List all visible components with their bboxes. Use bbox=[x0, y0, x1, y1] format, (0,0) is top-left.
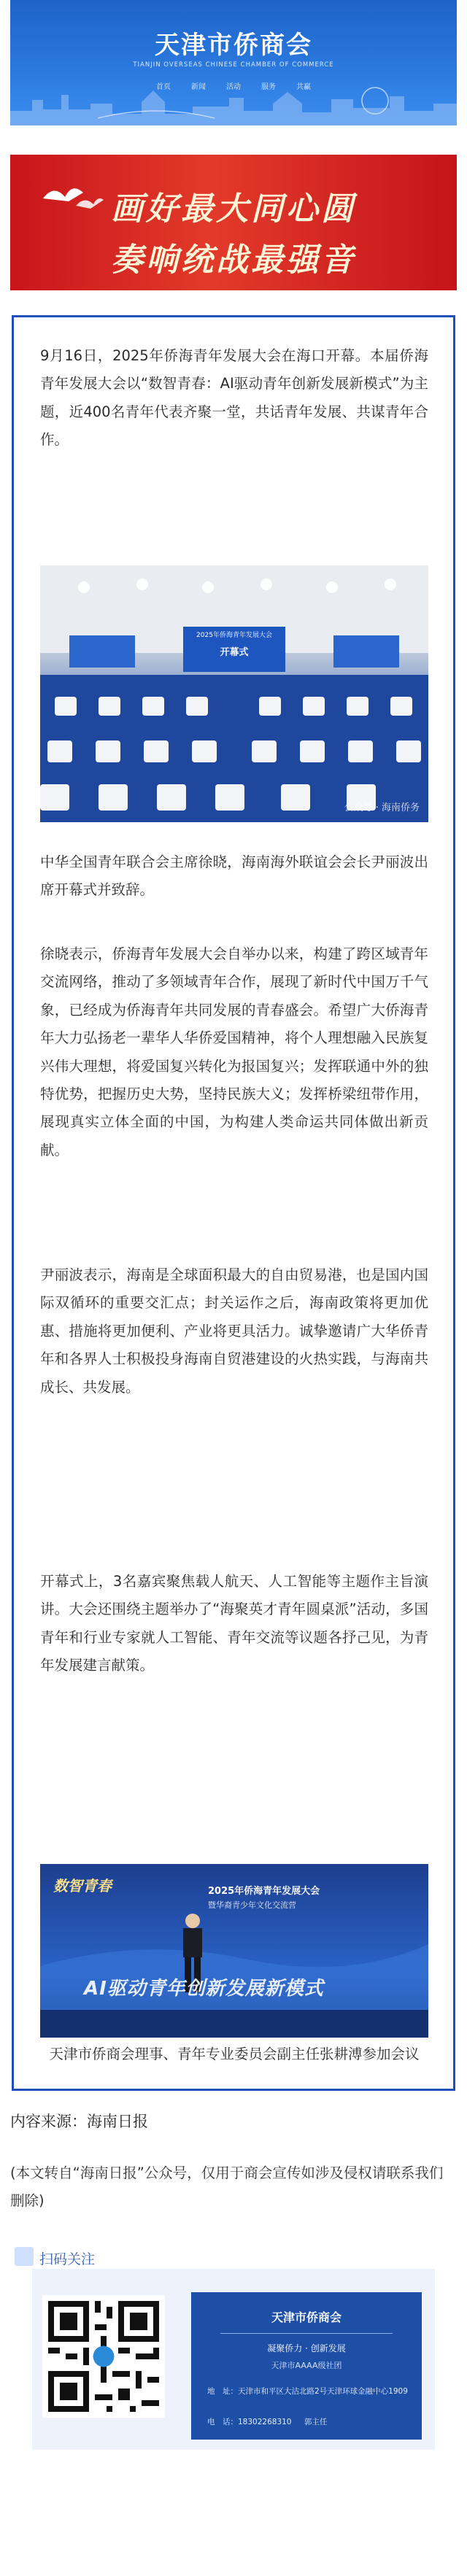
article-paragraph-4: 尹丽波表示，海南是全球面积最大的自由贸易港，也是国内国际双循环的重要交汇点；封关运作之后，海南政策将更加优惠、措施将更加便利、产业将更具活力。诚挚邀请广大华侨青年和各界人士积极投身海南自贸港建设的火热实践，与海南共成长、共发展。 bbox=[40, 1266, 428, 1396]
header-banner bbox=[10, 0, 457, 125]
phone-label: 电 话： bbox=[207, 2418, 238, 2426]
stage-subtitle: 暨华裔青少年文化交流营 bbox=[208, 1900, 296, 1910]
phone-value[interactable]: 18302268310 bbox=[238, 2418, 292, 2426]
card-grade: 天津市AAAA级社团 bbox=[271, 2361, 342, 2370]
qr-code-icon bbox=[42, 2295, 165, 2418]
card-address bbox=[207, 2386, 412, 2397]
footer-card bbox=[32, 2269, 435, 2450]
stage-title: 2025年侨海青年发展大会 bbox=[208, 1886, 320, 1897]
repost-note: (本文转自“海南日报”公众号，仅用于商会宣传如涉及侵权请联系我们删除) bbox=[10, 2165, 444, 2209]
doves-icon bbox=[39, 177, 105, 220]
address-label: 地 址： bbox=[207, 2387, 238, 2396]
qr-code[interactable] bbox=[42, 2295, 165, 2418]
content-source: 内容来源：海南日报 bbox=[10, 2113, 148, 2130]
article-paragraph-1: 9月16日，2025年侨海青年发展大会在海口开幕。本届侨海青年发展大会以“数智青春：AI驱动青年创新发展新模式”为主题，近400名青年代表齐聚一堂，共话青年发展、共谋青年合作。 bbox=[40, 347, 428, 449]
event-logo: 数智青春 bbox=[53, 1877, 112, 1895]
header-subtitle: TIANJIN OVERSEAS CHINESE CHAMBER OF COMMERCE bbox=[133, 61, 334, 69]
slogan-line-2: 奏响统战最强音 bbox=[111, 241, 356, 279]
contact-card bbox=[191, 2292, 422, 2440]
conference-photo bbox=[40, 565, 428, 822]
nav-item[interactable]: 活动 bbox=[226, 83, 241, 91]
photo-caption: 天津市侨商会理事、青年专业委员会副主任张耕溥参加会议 bbox=[49, 2046, 420, 2062]
nav-item[interactable]: 共赢 bbox=[296, 83, 311, 91]
slogan-banner bbox=[10, 155, 457, 290]
card-phone bbox=[207, 2416, 327, 2427]
card-divider bbox=[220, 2333, 393, 2334]
card-slogan: 凝聚侨力 · 创新发展 bbox=[267, 2343, 346, 2353]
nav-item[interactable]: 新闻 bbox=[191, 83, 206, 91]
article-paragraph-3: 徐晓表示，侨海青年发展大会自举办以来，构建了跨区域青年交流网络，推动了多领域青年合作，展现了新时代中国万千气象，已经成为侨海青年共同发展的青春盛会。希望广大侨海青年大力弘扬老一辈华人华侨爱国精神，将个人理想融入民族复兴伟大理想，将爱国复兴转化为报国复兴；发挥联通中外的独特优势，把握历史大势，坚持民族大义；发挥桥梁纽带作用，展现真实立体全面的中国，为构建人类命运共同体做出新贡献。 bbox=[40, 945, 428, 1159]
conference-hall-illustration bbox=[40, 565, 428, 822]
screen-title: 2025年侨海青年发展大会 bbox=[196, 632, 272, 639]
slogan-line-1: 画好最大同心圆 bbox=[111, 190, 356, 228]
address-value: 天津市和平区大沽北路2号天津环球金融中心1909 bbox=[238, 2387, 408, 2396]
page-footer-space bbox=[0, 2480, 467, 2576]
nav-item[interactable]: 服务 bbox=[261, 83, 276, 91]
photo-watermark: 公众号 · 海南侨务 bbox=[344, 802, 420, 813]
stage-banner: AI驱动青年创新发展新模式 bbox=[84, 1978, 324, 2000]
article-box bbox=[12, 315, 455, 2091]
contact-person: 郭主任 bbox=[304, 2418, 328, 2426]
header-nav bbox=[10, 80, 457, 91]
header-title: 天津市侨商会 bbox=[155, 31, 312, 60]
scan-badge-icon bbox=[15, 2247, 34, 2266]
nav-item[interactable]: 首页 bbox=[156, 83, 171, 91]
article-paragraph-2: 中华全国青年联合会主席徐晓，海南海外联谊会会长尹丽波出席开幕式并致辞。 bbox=[40, 854, 428, 899]
scan-label: 扫码关注 bbox=[39, 2251, 96, 2267]
article-paragraph-5: 开幕式上，3名嘉宾聚焦载人航天、人工智能等主题作主旨演讲。大会还围绕主题举办了“海聚英才青年圆桌派”活动，多国青年和行业专家就人工智能、青年交流等议题各抒己见，为青年发展建言献策。 bbox=[40, 1573, 428, 1674]
card-org-name: 天津市侨商会 bbox=[271, 2310, 341, 2324]
screen-subtitle: 开幕式 bbox=[220, 647, 249, 658]
speaker-photo bbox=[40, 1864, 428, 2038]
